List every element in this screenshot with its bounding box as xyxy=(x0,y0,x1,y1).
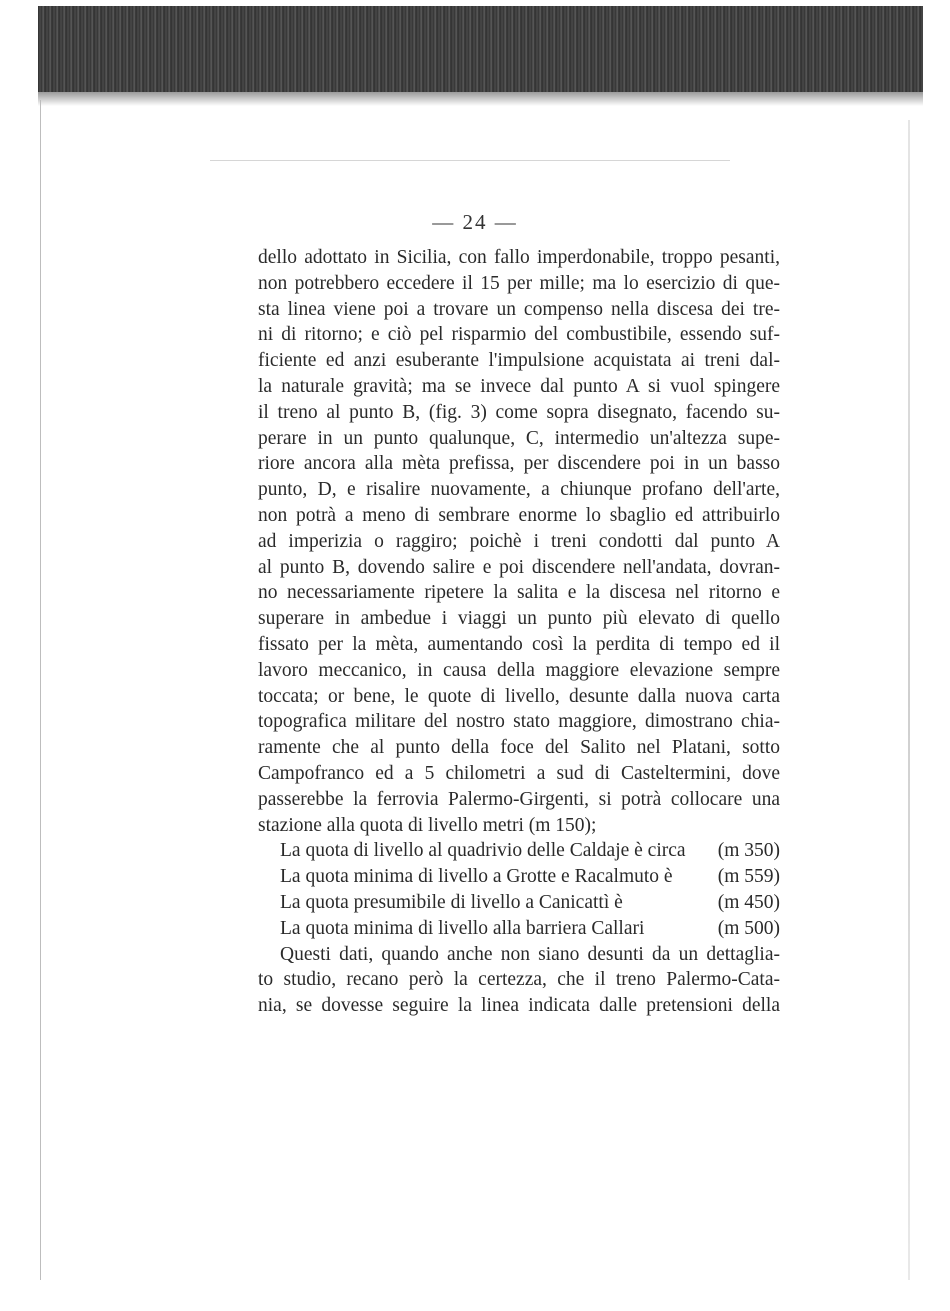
text-line: superare in ambedue i viaggi un punto più elevato di quello xyxy=(258,608,780,630)
elevation-row xyxy=(258,838,780,864)
text-line: Campofranco ed a 5 chilometri a sud di Casteltermini, dove xyxy=(258,762,780,784)
text-line: il treno al punto B, (fig. 3) come sopra disegnato, facendo su- xyxy=(258,401,780,423)
closing-paragraph xyxy=(258,942,780,1019)
body-paragraph xyxy=(258,245,780,813)
text-line: al punto B, dovendo salire e poi discendere nell'andata, dovran- xyxy=(258,556,780,578)
text-line: to studio, recano però la certezza, che il treno Palermo-Cata- xyxy=(258,969,780,991)
body-text xyxy=(258,245,780,1019)
text-line: ni di ritorno; e ciò pel risparmio del combustibile, essendo suf- xyxy=(258,324,780,346)
text-line: nia, se dovesse seguire la linea indicata dalle pretensioni della xyxy=(258,995,780,1017)
elevation-label: La quota presumibile di livello a Canicattì è xyxy=(280,891,623,913)
text-line: no necessariamente ripetere la salita e la discesa nel ritorno e xyxy=(258,582,780,604)
text-line: perare in un punto qualunque, C, intermedio un'altezza supe- xyxy=(258,427,780,449)
text-line: passerebbe la ferrovia Palermo-Girgenti, si potrà collocare una xyxy=(258,788,780,810)
text-line: ficiente ed anzi esuberante l'impulsione acquistata ai treni dal- xyxy=(258,350,780,372)
text-line: ramente che al punto della foce del Salito nel Platani, sotto xyxy=(258,737,780,759)
elevation-value: (m 450) xyxy=(717,891,780,913)
text-line: la naturale gravità; ma se invece dal punto A si vuol spingere xyxy=(258,375,780,397)
text-line: toccata; or bene, le quote di livello, desunte dalla nuova carta xyxy=(258,685,780,707)
text-line: non potrebbero eccedere il 15 per mille; ma lo esercizio di que- xyxy=(258,272,780,294)
elevation-row xyxy=(258,890,780,916)
text-line: Questi dati, quando anche non siano desunti da un dettaglia- xyxy=(280,943,780,965)
elevation-list xyxy=(258,838,780,941)
text-line: ad imperizia o raggiro; poichè i treni condotti dal punto A xyxy=(258,530,780,552)
left-scan-edge xyxy=(40,100,41,1280)
text-line: riore ancora alla mèta prefissa, per discendere poi in un basso xyxy=(258,453,780,475)
elevation-row xyxy=(258,864,780,890)
elevation-label: La quota di livello al quadrivio delle Caldaje è circa xyxy=(280,840,686,862)
text-line: lavoro meccanico, in causa della maggiore elevazione sempre xyxy=(258,659,780,681)
scan-dark-band xyxy=(38,6,923,92)
elevation-label: La quota minima di livello alla barriera Callari xyxy=(280,917,645,939)
text-line: non potrà a meno di sembrare enorme lo sbaglio ed attribuirlo xyxy=(258,504,780,526)
last-body-line: stazione alla quota di livello metri (m 150); xyxy=(258,814,597,836)
top-rule xyxy=(210,160,730,161)
elevation-value: (m 350) xyxy=(717,840,780,862)
text-line: fissato per la mèta, aumentando così la perdita di tempo ed il xyxy=(258,633,780,655)
scan-band-fade xyxy=(38,92,923,106)
elevation-value: (m 559) xyxy=(717,866,780,888)
text-line: punto, D, e risalire nuovamente, a chiunque profano dell'arte, xyxy=(258,479,780,501)
elevation-value: (m 500) xyxy=(717,917,780,939)
page-number: — 24 — xyxy=(432,210,518,234)
elevation-label: La quota minima di livello a Grotte e Racalmuto è xyxy=(280,866,673,888)
text-line: topografica militare del nostro stato maggiore, dimostrano chia- xyxy=(258,711,780,733)
right-page-edge xyxy=(908,120,910,1280)
text-line: dello adottato in Sicilia, con fallo imperdonabile, troppo pesanti, xyxy=(258,247,780,268)
text-line: sta linea viene poi a trovare un compenso nella discesa dei tre- xyxy=(258,298,780,320)
elevation-row xyxy=(258,916,780,942)
